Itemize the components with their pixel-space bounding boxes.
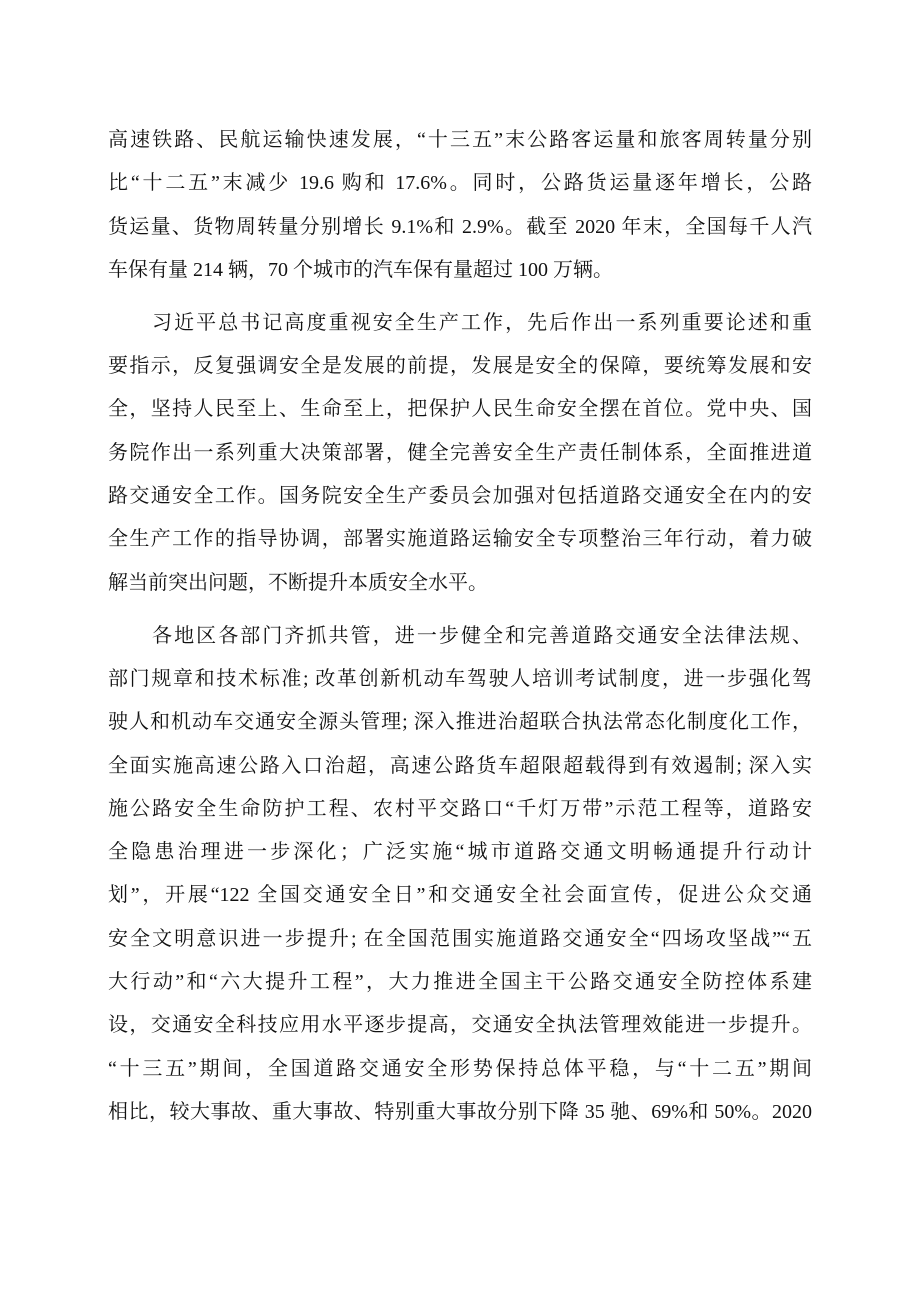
text-line: 大行动”和“六大提升工程”，大力推进全国主干公路交通安全防控体系建: [108, 971, 812, 994]
text-line: 设，交通安全科技应用水平逐步提高，交通安全执法管理效能进一步提升。: [108, 1014, 812, 1037]
text-line: 全，坚持人民至上、生命至上，把保护人民生命安全摆在首位。党中央、国: [108, 398, 812, 421]
text-line: 安全文明意识进一步提升; 在全国范围实施道路交通安全“四场攻坚战”“五: [108, 927, 812, 950]
text-line: 路交通安全工作。国务院安全生产委员会加强对包括道路交通安全在内的安: [108, 485, 812, 508]
paragraph-regional-measures: [108, 615, 812, 1135]
text-line: 解当前突出问题，不断提升本质安全水平。: [108, 571, 488, 594]
text-line: 务院作出一系列重大决策部署，健全完善安全生产责任制体系，全面推进道: [108, 441, 812, 464]
text-line: 货运量、货物周转量分别增长 9.1%和 2.9%。截至 2020 年末，全国每千人汽: [108, 215, 812, 238]
text-line: 相比，较大事故、重大事故、特别重大事故分别下降 35 驰、69%和 50%。2020: [108, 1100, 812, 1123]
text-line: 习近平总书记高度重视安全生产工作，先后作出一系列重要论述和重: [152, 311, 812, 334]
text-line: 驶人和机动车交通安全源头管理; 深入推进治超联合执法常态化制度化工作，: [108, 711, 812, 734]
text-line: 各地区各部门齐抓共管，进一步健全和完善道路交通安全法律法规、: [152, 624, 812, 647]
document-body: [108, 119, 812, 1134]
text-line: 高速铁路、民航运输快速发展，“十三五”末公路客运量和旅客周转量分别: [108, 129, 812, 151]
text-line: 部门规章和技术标准; 改革创新机动车驾驶人培训考试制度，进一步强化驾: [108, 667, 812, 690]
paragraph-safety-directives: [108, 302, 812, 605]
text-line: 施公路安全生命防护工程、农村平交路口“千灯万带”示范工程等，道路安: [108, 797, 812, 820]
text-line: 要指示，反复强调安全是发展的前提，发展是安全的保障，要统筹发展和安: [108, 355, 812, 378]
text-line: 全面实施高速公路入口治超，高速公路货车超限超载得到有效遏制; 深入实: [108, 754, 812, 777]
text-line: 全隐患治理进一步深化；广泛实施“城市道路交通文明畅通提升行动计: [108, 841, 812, 864]
paragraph-transport-statistics: [108, 119, 812, 292]
text-line: 车保有量 214 辆，70 个城市的汽车保有量超过 100 万辆。: [108, 258, 613, 281]
text-line: “十三五”期间，全国道路交通安全形势保持总体平稳，与“十二五”期间: [108, 1057, 812, 1080]
text-line: 划”，开展“122 全国交通安全日”和交通安全社会面宣传，促进公众交通: [108, 884, 812, 907]
text-line: 全生产工作的指导协调，部署实施道路运输安全专项整治三年行动，着力破: [108, 528, 812, 551]
text-line: 比“十二五”末减少 19.6 购和 17.6%。同时，公路货运量逐年增长，公路: [108, 172, 812, 195]
